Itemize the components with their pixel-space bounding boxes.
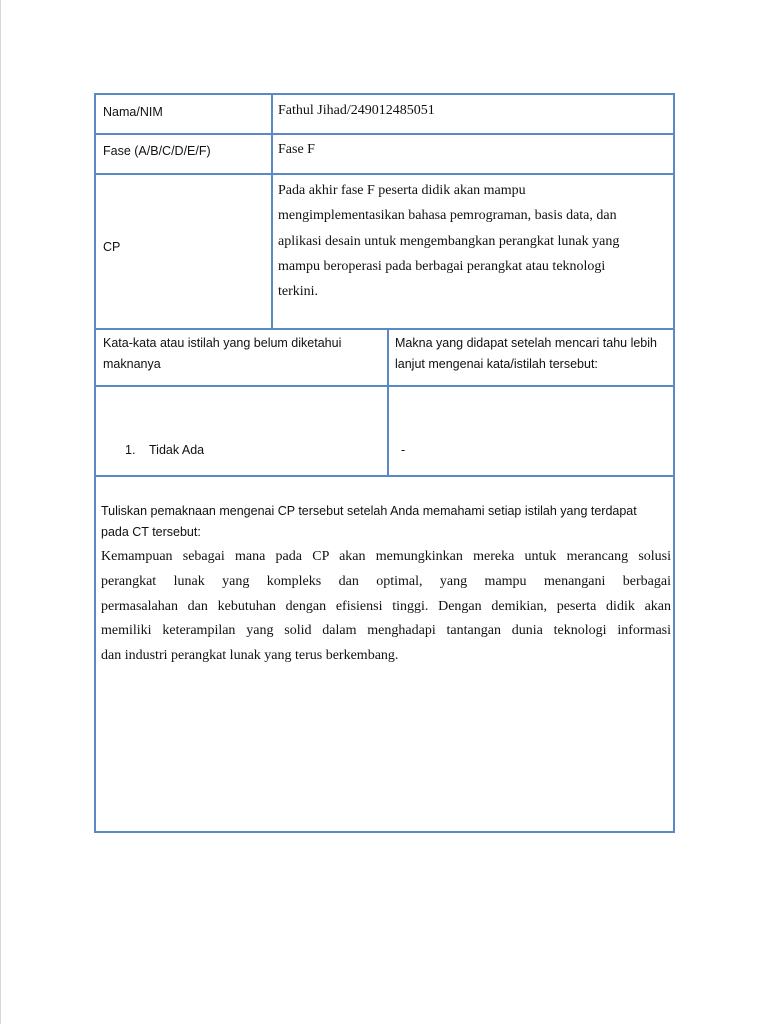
terms-header-right-line: Makna yang didapat setelah mencari tahu lebih bbox=[395, 336, 657, 350]
terms-header-right bbox=[395, 333, 670, 375]
page-edge bbox=[0, 0, 1, 1024]
row-divider bbox=[96, 385, 673, 387]
terms-header-left-line: Kata-kata atau istilah yang belum diketahui bbox=[103, 336, 342, 350]
reflection-answer-line: dan industri perangkat lunak yang terus berkembang. bbox=[101, 648, 399, 664]
list-number: 1. bbox=[125, 443, 136, 457]
column-divider bbox=[387, 328, 389, 477]
reflection-answer-line: perangkat lunak yang kompleks dan optimal, yang mampu menangani berbagai bbox=[101, 573, 671, 589]
term-text: Tidak Ada bbox=[149, 443, 205, 457]
nama-nim-label: Nama/NIM bbox=[103, 105, 163, 119]
row-divider bbox=[96, 328, 673, 330]
fase-value: Fase F bbox=[278, 142, 315, 157]
terms-header-left-line: maknanya bbox=[103, 357, 161, 371]
cp-line: mampu beroperasi pada berbagai perangkat atau teknologi bbox=[278, 258, 606, 274]
terms-header-left bbox=[103, 333, 383, 375]
cp-line: mengimplementasikan bahasa pemrograman, basis data, dan bbox=[278, 208, 617, 224]
nama-nim-value: Fathul Jihad/249012485051 bbox=[278, 103, 435, 118]
fase-label: Fase (A/B/C/D/E/F) bbox=[103, 144, 211, 158]
reflection-prompt-line: Tuliskan pemaknaan mengenai CP tersebut setelah Anda memahami setiap istilah yang terdapat bbox=[101, 504, 637, 518]
column-divider bbox=[271, 95, 273, 330]
cp-line: terkini. bbox=[278, 284, 319, 300]
reflection-prompt bbox=[101, 501, 669, 543]
row-divider bbox=[96, 173, 673, 175]
reflection-answer-line: memiliki keterampilan yang solid dalam menghadapi tantangan dunia teknologi informasi bbox=[101, 623, 671, 639]
cp-label: CP bbox=[103, 240, 121, 254]
reflection-answer bbox=[101, 545, 671, 669]
terms-header-right-line: lanjut mengenai kata/istilah tersebut: bbox=[395, 357, 598, 371]
cp-value bbox=[278, 178, 668, 304]
cp-line: aplikasi desain untuk mengembangkan perangkat lunak yang bbox=[278, 233, 620, 249]
row-divider bbox=[96, 475, 673, 477]
worksheet-form bbox=[94, 93, 675, 833]
list-item bbox=[125, 440, 204, 461]
cp-line: Pada akhir fase F peserta didik akan mampu bbox=[278, 183, 526, 198]
reflection-answer-line: Kemampuan sebagai mana pada CP akan memungkinkan mereka untuk merancang solusi bbox=[101, 549, 671, 564]
reflection-prompt-line: pada CT tersebut: bbox=[101, 525, 201, 539]
meaning-text: - bbox=[401, 443, 406, 457]
reflection-answer-line: permasalahan dan kebutuhan dengan efisiensi tinggi. Dengan demikian, peserta didik akan bbox=[101, 598, 671, 614]
row-divider bbox=[96, 133, 673, 135]
